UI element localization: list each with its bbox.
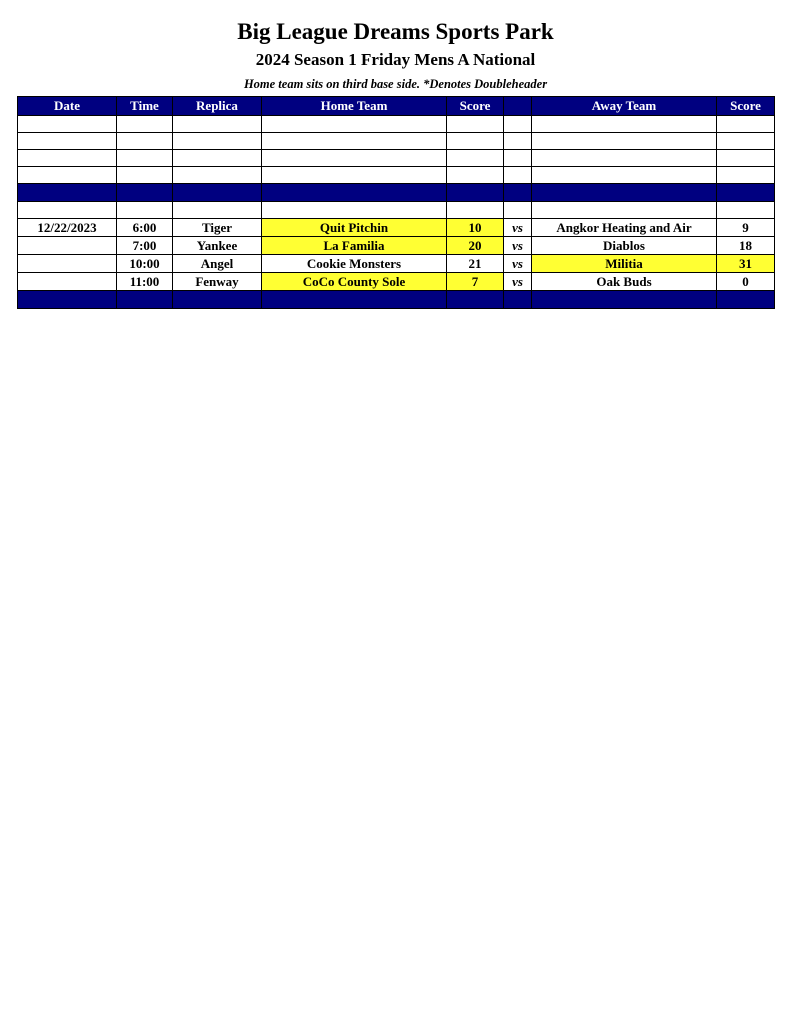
col-header-home-score: Score <box>447 97 504 116</box>
away-team: Angkor Heating and Air <box>532 219 717 237</box>
vs-label: vs <box>504 255 532 273</box>
divider-band <box>18 184 775 202</box>
away-score: 18 <box>717 237 775 255</box>
game-replica: Tiger <box>173 219 262 237</box>
away-score: 31 <box>717 255 775 273</box>
away-team: Diablos <box>532 237 717 255</box>
home-team: La Familia <box>262 237 447 255</box>
home-score: 20 <box>447 237 504 255</box>
col-header-home-team: Home Team <box>262 97 447 116</box>
game-time: 7:00 <box>117 237 173 255</box>
home-score: 7 <box>447 273 504 291</box>
game-row <box>18 255 775 273</box>
game-date <box>18 273 117 291</box>
away-score: 0 <box>717 273 775 291</box>
col-header-replica: Replica <box>173 97 262 116</box>
game-date <box>18 255 117 273</box>
empty-row <box>18 116 775 133</box>
empty-row <box>18 150 775 167</box>
game-row <box>18 273 775 291</box>
home-team: Cookie Monsters <box>262 255 447 273</box>
header-row <box>18 97 775 116</box>
col-header-away-score: Score <box>717 97 775 116</box>
away-team: Militia <box>532 255 717 273</box>
home-team: Quit Pitchin <box>262 219 447 237</box>
game-row <box>18 219 775 237</box>
empty-row <box>18 133 775 150</box>
game-row <box>18 237 775 255</box>
col-header-away-team: Away Team <box>532 97 717 116</box>
empty-row <box>18 167 775 184</box>
home-score: 10 <box>447 219 504 237</box>
schedule-table <box>17 96 775 309</box>
col-header-vs <box>504 97 532 116</box>
col-header-date: Date <box>18 97 117 116</box>
game-date: 12/22/2023 <box>18 219 117 237</box>
schedule-note: Home team sits on third base side. *Denotes Doubleheader <box>243 77 548 91</box>
home-score: 21 <box>447 255 504 273</box>
away-team: Oak Buds <box>532 273 717 291</box>
game-time: 6:00 <box>117 219 173 237</box>
game-date <box>18 237 117 255</box>
game-time: 10:00 <box>117 255 173 273</box>
page-title: Big League Dreams Sports Park <box>237 19 554 44</box>
game-time: 11:00 <box>117 273 173 291</box>
vs-label: vs <box>504 273 532 291</box>
col-header-time: Time <box>117 97 173 116</box>
spacer-row <box>18 202 775 219</box>
game-replica: Fenway <box>173 273 262 291</box>
home-team: CoCo County Sole <box>262 273 447 291</box>
page-subtitle: 2024 Season 1 Friday Mens A National <box>255 50 536 69</box>
vs-label: vs <box>504 237 532 255</box>
game-replica: Yankee <box>173 237 262 255</box>
vs-label: vs <box>504 219 532 237</box>
away-score: 9 <box>717 219 775 237</box>
divider-band <box>18 291 775 309</box>
game-replica: Angel <box>173 255 262 273</box>
